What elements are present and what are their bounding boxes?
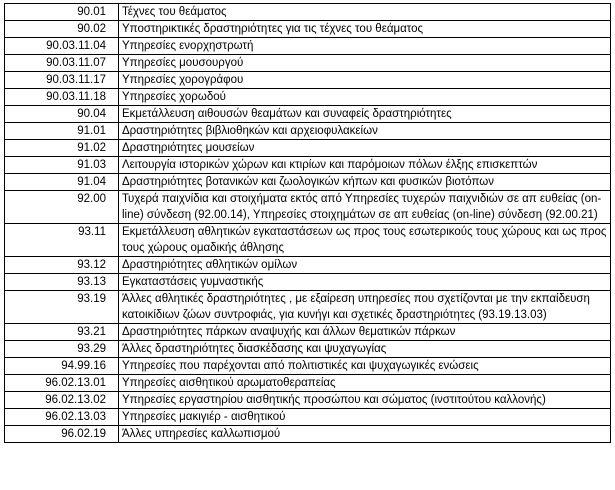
activity-description-cell: Δραστηριότητες μουσείων xyxy=(119,140,611,157)
activity-code-cell: 90.01 xyxy=(5,4,119,21)
activity-description-cell: Υπηρεσίες αισθητικού αρωματοθεραπείας xyxy=(119,375,611,392)
activity-code-cell: 90.03.11.04 xyxy=(5,38,119,55)
table-row xyxy=(5,140,611,157)
table-row xyxy=(5,123,611,140)
table-row xyxy=(5,392,611,409)
activity-description-cell: Υπηρεσίες ενορχηστρωτή xyxy=(119,38,611,55)
activity-description-cell: Υπηρεσίες μακιγιέρ - αισθητικού xyxy=(119,409,611,426)
activity-code-cell: 91.04 xyxy=(5,174,119,191)
activity-description-cell: Εκμετάλλευση αιθουσών θεαμάτων και συναφείς δραστηριότητες xyxy=(119,106,611,123)
activity-code-cell: 90.03.11.18 xyxy=(5,89,119,106)
activity-description-cell: Άλλες υπηρεσίες καλλωπισμού xyxy=(119,426,611,443)
activity-description-cell: Υπηρεσίες εργαστηρίου αισθητικής προσώπου και σώματος (ινστιτούτου καλλονής) xyxy=(119,392,611,409)
activity-code-cell: 93.19 xyxy=(5,291,119,324)
table-row xyxy=(5,72,611,89)
activity-description-cell: Δραστηριότητες βιβλιοθηκών και αρχειοφυλακείων xyxy=(119,123,611,140)
table-row xyxy=(5,106,611,123)
activity-description-cell: Υπηρεσίες που παρέχονται από πολιτιστικές και ψυχαγωγικές ενώσεις xyxy=(119,358,611,375)
table-row xyxy=(5,21,611,38)
table-row xyxy=(5,157,611,174)
activity-code-cell: 90.04 xyxy=(5,106,119,123)
activity-description-cell: Δραστηριότητες αθλητικών ομίλων xyxy=(119,257,611,274)
activity-description-cell: Τέχνες του θεάματος xyxy=(119,4,611,21)
activity-code-cell: 96.02.13.01 xyxy=(5,375,119,392)
activity-code-cell: 91.01 xyxy=(5,123,119,140)
activity-codes-table xyxy=(4,3,611,443)
table-row xyxy=(5,257,611,274)
activity-description-cell: Υπηρεσίες χορογράφου xyxy=(119,72,611,89)
activity-code-cell: 93.12 xyxy=(5,257,119,274)
activity-code-cell: 93.11 xyxy=(5,224,119,257)
activity-description-cell: Υπηρεσίες χορωδού xyxy=(119,89,611,106)
activity-description-cell: Δραστηριότητες πάρκων αναψυχής και άλλων θεματικών πάρκων xyxy=(119,324,611,341)
table-row xyxy=(5,191,611,224)
table-row xyxy=(5,224,611,257)
activity-code-cell: 93.29 xyxy=(5,341,119,358)
activity-code-cell: 90.03.11.17 xyxy=(5,72,119,89)
table-row xyxy=(5,55,611,72)
activity-code-cell: 91.02 xyxy=(5,140,119,157)
activity-codes-body xyxy=(5,4,611,443)
activity-code-cell: 93.13 xyxy=(5,274,119,291)
table-row xyxy=(5,358,611,375)
table-row xyxy=(5,375,611,392)
activity-description-cell: Άλλες δραστηριότητες διασκέδασης και ψυχαγωγίας xyxy=(119,341,611,358)
activity-description-cell: Δραστηριότητες βοτανικών και ζωολογικών κήπων και φυσικών βιοτόπων xyxy=(119,174,611,191)
activity-description-cell: Εγκαταστάσεις γυμναστικής xyxy=(119,274,611,291)
table-row xyxy=(5,426,611,443)
activity-code-cell: 90.03.11.07 xyxy=(5,55,119,72)
table-row xyxy=(5,341,611,358)
activity-code-cell: 92.00 xyxy=(5,191,119,224)
activity-code-cell: 91.03 xyxy=(5,157,119,174)
table-row xyxy=(5,324,611,341)
table-row xyxy=(5,174,611,191)
activity-description-cell: Άλλες αθλητικές δραστηριότητες , με εξαίρεση υπηρεσίες που σχετίζονται με την εκπαίδευση κατοικίδιων ζώων συντροφιάς, για κυνήγι και σχετικές δραστηριότητες (93.19.13.03) xyxy=(119,291,611,324)
activity-description-cell: Λειτουργία ιστορικών χώρων και κτιρίων και παρόμοιων πόλων έλξης επισκεπτών xyxy=(119,157,611,174)
table-row xyxy=(5,38,611,55)
activity-code-cell: 96.02.13.03 xyxy=(5,409,119,426)
table-row xyxy=(5,89,611,106)
table-row xyxy=(5,409,611,426)
table-row xyxy=(5,274,611,291)
activity-description-cell: Υπηρεσίες μουσουργού xyxy=(119,55,611,72)
activity-description-cell: Τυχερά παιχνίδια και στοιχήματα εκτός από Υπηρεσίες τυχερών παιχνιδιών σε απ ευθείας (on-line) σύνδεση (92.00.14), Υπηρεσίες στοιχημάτων σε απ ευθείας (on-line) σύνδεση (92.00.21) xyxy=(119,191,611,224)
activity-code-cell: 96.02.19 xyxy=(5,426,119,443)
activity-code-cell: 93.21 xyxy=(5,324,119,341)
activity-description-cell: Υποστηρικτικές δραστηριότητες για τις τέχνες του θεάματος xyxy=(119,21,611,38)
activity-code-cell: 94.99.16 xyxy=(5,358,119,375)
table-row xyxy=(5,4,611,21)
table-row xyxy=(5,291,611,324)
activity-description-cell: Εκμετάλλευση αθλητικών εγκαταστάσεων ως προς τους εσωτερικούς τους χώρους και ως προς τους χώρους ομαδικής άθλησης xyxy=(119,224,611,257)
activity-code-cell: 96.02.13.02 xyxy=(5,392,119,409)
activity-code-cell: 90.02 xyxy=(5,21,119,38)
